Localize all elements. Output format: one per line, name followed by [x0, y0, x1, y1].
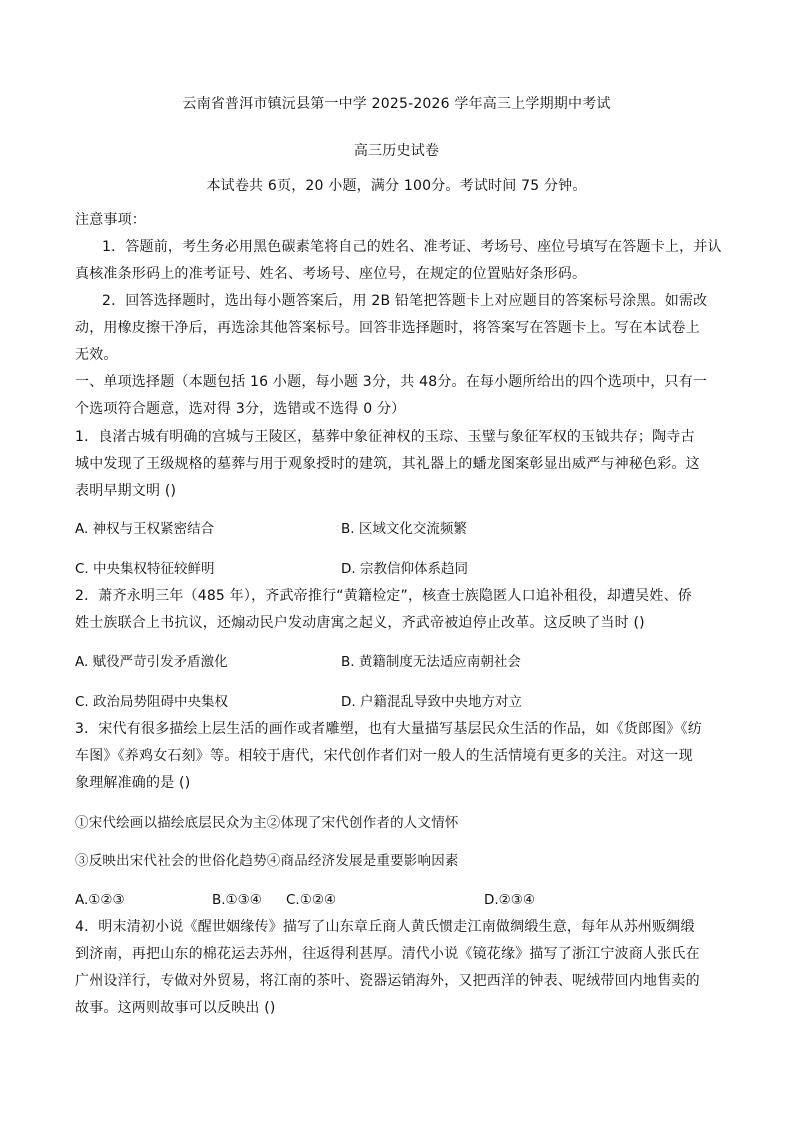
question-3-option-d: D.②③④	[484, 892, 535, 908]
question-3-statement-1: ①宋代绘画以描绘底层民众为主②体现了宋代创作者的人文情怀	[75, 815, 459, 831]
question-2-line-2: 姓士族联合上书抗议，还煽动民户发动唐寓之起义，齐武帝被迫停止改革。这反映了当时 ()	[75, 615, 645, 631]
note-2-line-2: 动，用橡皮擦干净后，再选涂其他答案标号。回答非选择题时，将答案写在答题卡上。写在本试卷上	[75, 320, 700, 336]
question-1-option-d: D. 宗教信仰体系趋同	[341, 561, 468, 577]
note-1-line-2: 真核准条形码上的准考证号、姓名、考场号、座位号，在规定的位置贴好条形码。	[75, 266, 587, 282]
question-2-option-a: A. 赋役严苛引发矛盾激化	[75, 654, 228, 670]
question-1-option-b: B. 区域文化交流频繁	[341, 521, 467, 537]
question-3-option-c: C.①②④	[286, 892, 337, 908]
question-1-line-2: 城中发现了王级规格的墓葬与用于观象授时的建筑，其礼器上的蟠龙图案彰显出威严与神秘色彩。这	[75, 456, 700, 472]
notes-heading: 注意事项：	[75, 212, 146, 228]
note-2-line-3: 无效。	[75, 347, 118, 363]
question-3-statement-2: ③反映出宋代社会的世俗化趋势④商品经济发展是重要影响因素	[75, 853, 459, 869]
question-4-line-3: 广州设洋行，专做对外贸易，将江南的茶叶、瓷器运销海外，又把西洋的钟表、呢绒带回内地售卖的	[75, 973, 700, 989]
question-1-line-1: 1．良渚古城有明确的宫城与王陵区，墓葬中象征神权的玉琮、玉璧与象征军权的玉钺共存；陶寺古	[75, 429, 695, 445]
note-2-line-1: 2．回答选择题时，选出每小题答案后，用 2B 铅笔把答题卡上对应题目的答案标号涂黑。如需改	[102, 293, 708, 309]
question-2-line-1: 2．萧齐永明三年（485 年），齐武帝推行“黄籍检定”，核查士族隐匿人口追补租役，却遭吴姓、侨	[75, 588, 692, 604]
question-3-line-1: 3．宋代有很多描绘上层生活的画作或者雕塑，也有大量描写基层民众生活的作品，如《货郎图》《纺	[75, 721, 702, 737]
question-2-option-c: C. 政治局势阻碍中央集权	[75, 694, 229, 710]
question-1-option-c: C. 中央集权特征较鲜明	[75, 561, 215, 577]
question-2-option-b: B. 黄籍制度无法适应南朝社会	[341, 654, 521, 670]
exam-title: 高三历史试卷	[353, 143, 440, 159]
question-3-option-b: B.①③④	[212, 892, 262, 908]
question-3-line-3: 象理解准确的是 ()	[75, 775, 191, 791]
question-4-line-1: 4．明末清初小说《醒世姻缘传》描写了山东章丘商人黄氏惯走江南做绸缎生意，每年从苏州贩绸缎	[75, 919, 695, 935]
exam-info: 本试卷共 6页，20 小题，满分 100分。考试时间 75 分钟。	[206, 178, 587, 194]
question-1-line-3: 表明早期文明 ()	[75, 483, 177, 499]
question-4-line-2: 到济南，再把山东的棉花运去苏州，往返得利甚厚。清代小说《镜花缘》描写了浙江宁波商人张氏在	[75, 946, 700, 962]
question-3-line-2: 车图》《养鸡女石刻》等。相较于唐代，宋代创作者们对一般人的生活情境有更多的关注。对这一现	[75, 748, 693, 764]
note-1-line-1: 1．答题前，考生务必用黑色碳素笔将自己的姓名、准考证、考场号、座位号填写在答题卡上，并认	[102, 239, 722, 255]
question-2-option-d: D. 户籍混乱导致中央地方对立	[341, 694, 522, 710]
school-title: 云南省普洱市镇沅县第一中学 2025-2026 学年高三上学期期中考试	[182, 96, 611, 112]
section-1-heading-cont: 个选项符合题意，选对得 3分，选错或不选得 0 分）	[75, 401, 406, 417]
section-1-heading: 一、单项选择题（本题包括 16 小题，每小题 3分，共 48分。在每小题所给出的四个选项中，只有一	[75, 374, 708, 390]
question-1-option-a: A. 神权与王权紧密结合	[75, 521, 215, 537]
question-4-line-4: 故事。这两则故事可以反映出 ()	[75, 1000, 276, 1016]
question-3-option-a: A.①②③	[75, 892, 125, 908]
